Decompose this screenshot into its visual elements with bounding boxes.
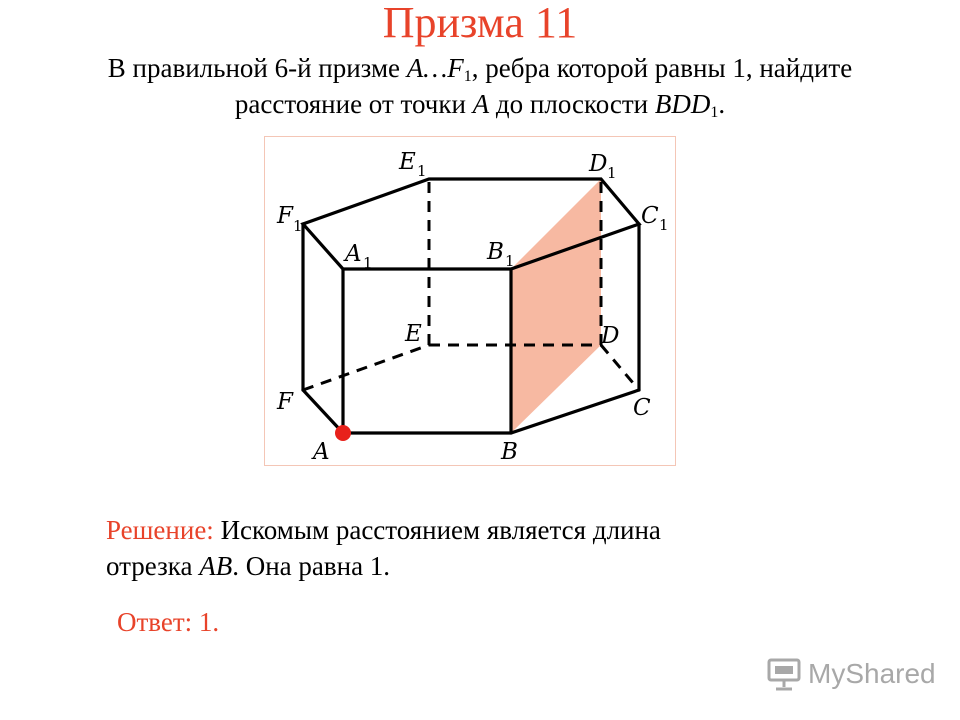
problem-text-5: . [718, 89, 726, 119]
answer-text: Ответ: 1. [117, 607, 220, 637]
label-a1-sub: 1 [363, 254, 373, 272]
problem-statement [20, 50, 940, 122]
prism-name: A…F [406, 53, 464, 83]
prism-diagram [265, 137, 677, 467]
presentation-board-icon [766, 656, 802, 692]
label-c1: C [641, 203, 659, 229]
problem-text-1: В правильной 6-й призме [107, 53, 407, 83]
point-name: A [472, 89, 490, 119]
logo-text: MyShared [808, 658, 936, 689]
label-e1-sub: 1 [417, 162, 427, 180]
solution-text-1: Искомым расстоянием является длина [213, 515, 661, 545]
myshared-logo [766, 654, 936, 694]
prism-name-sub: 1 [463, 68, 472, 85]
plane-bdd1 [511, 179, 601, 433]
solution-label: Решение: [106, 515, 214, 545]
label-d1-sub: 1 [607, 164, 617, 182]
plane-name-sub: 1 [710, 104, 719, 121]
label-b1: B [487, 239, 504, 265]
label-d: D [601, 323, 620, 349]
problem-text-2: , ребра которой равны 1, найдите [471, 53, 853, 83]
label-f: F [277, 389, 293, 415]
edge-f-e [303, 345, 429, 390]
label-a: A [313, 439, 330, 465]
solution-text-2: отрезка [106, 551, 200, 581]
prism-figure [264, 136, 676, 466]
problem-text-3: расстояние от точки [234, 89, 473, 119]
label-e: E [405, 321, 422, 347]
label-b1-sub: 1 [505, 252, 515, 270]
plane-name: BDD [654, 89, 711, 119]
solution-text [106, 512, 866, 584]
point-a-marker [335, 425, 351, 441]
label-c1-sub: 1 [659, 216, 669, 234]
bottom-visible-edges [303, 390, 639, 433]
label-a1: A [345, 241, 362, 267]
label-f1: F [277, 203, 293, 229]
label-e1: E [399, 149, 416, 175]
problem-text-4: до плоскости [489, 89, 655, 119]
edge-d-c [601, 345, 639, 390]
label-c: C [633, 395, 651, 421]
label-b: B [501, 439, 518, 465]
solution-text-3: . Она равна 1. [232, 551, 391, 581]
segment-name: AB [199, 551, 233, 581]
slide-title: Призма 11 [382, 0, 578, 47]
label-d1: D [589, 151, 608, 177]
label-f1-sub: 1 [293, 217, 303, 235]
